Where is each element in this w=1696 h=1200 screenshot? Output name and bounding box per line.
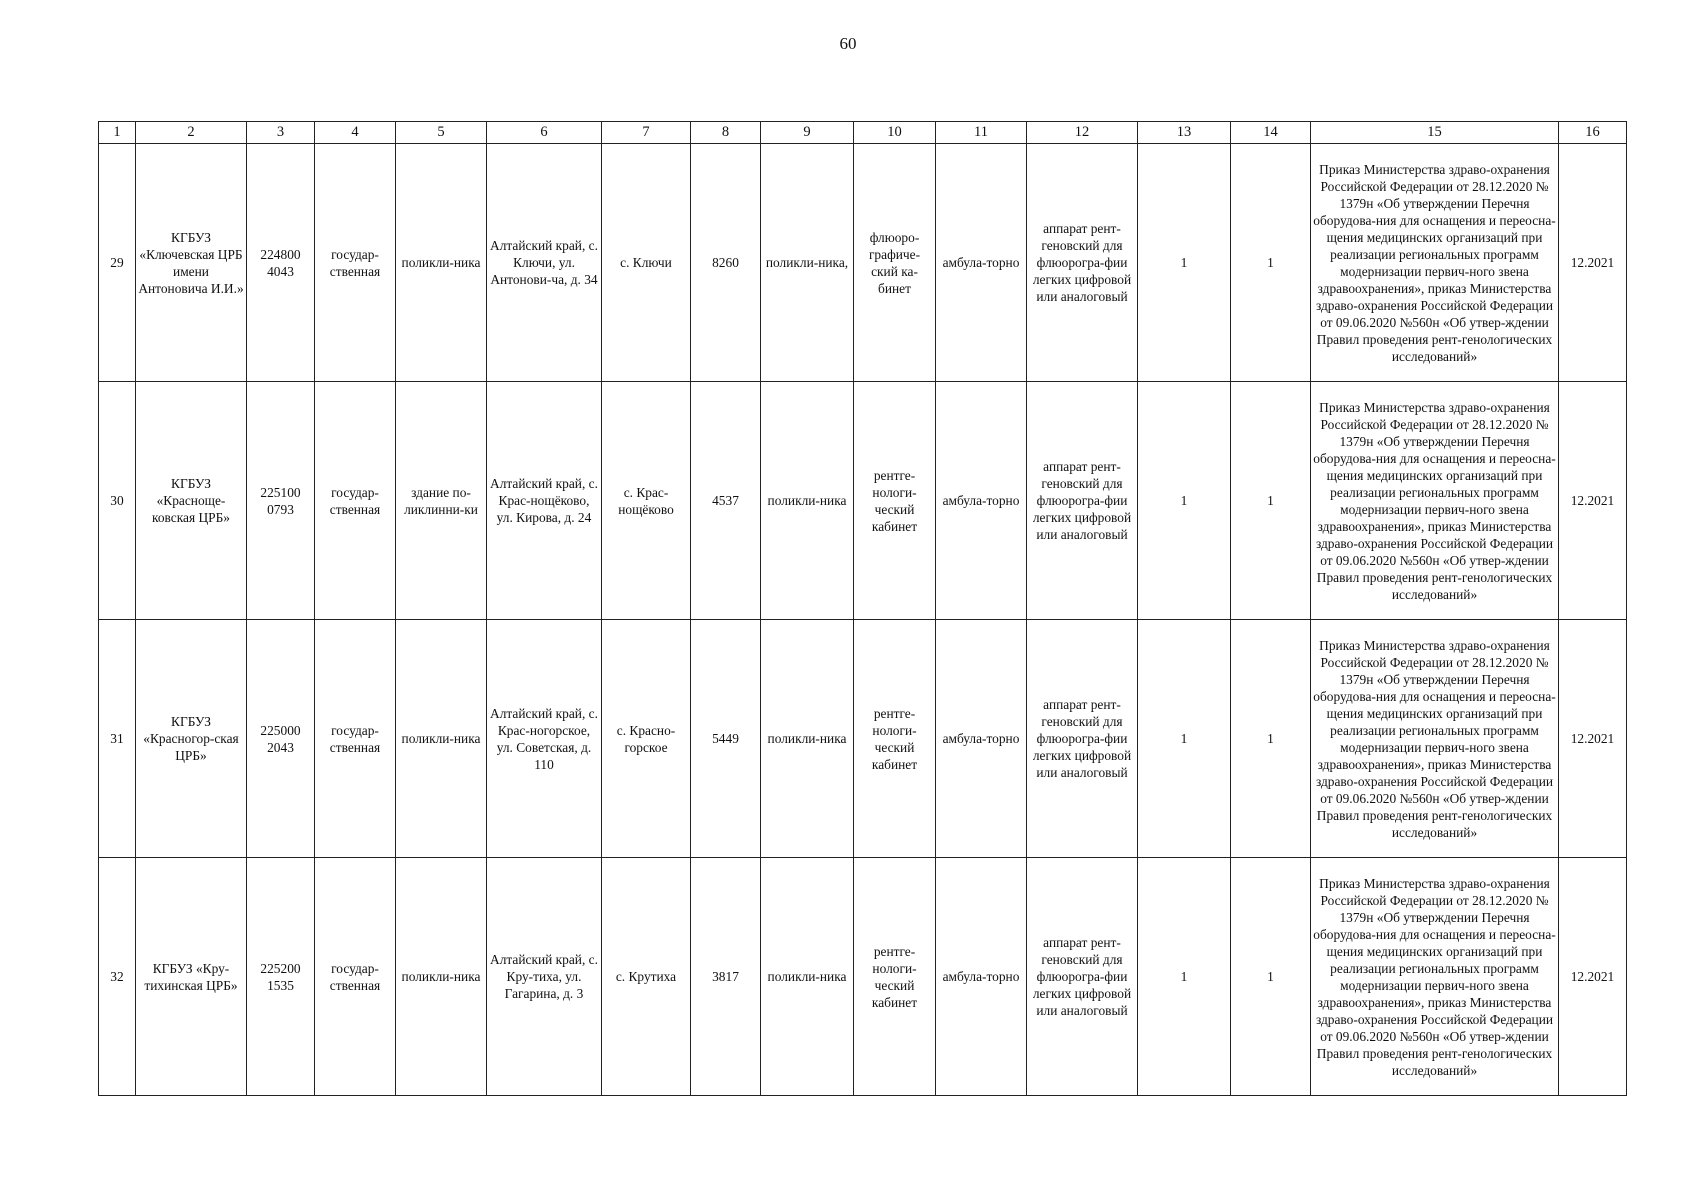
- column-header: 6: [487, 122, 602, 144]
- locality: с. Красно-горское: [602, 620, 691, 858]
- population: 3817: [691, 858, 761, 1096]
- locality: с. Крас-нощёково: [602, 382, 691, 620]
- organization-name: КГБУЗ «Красногор-ская ЦРБ»: [136, 620, 247, 858]
- quantity-b: 1: [1231, 382, 1311, 620]
- room-type: рентге-нологи-ческий кабинет: [854, 620, 936, 858]
- equipment-name: аппарат рент-геновский для флюорогра-фии легких цифровой или аналоговый: [1027, 620, 1138, 858]
- care-mode: амбула-торно: [936, 620, 1027, 858]
- room-type: флюоро-графиче-ский ка-бинет: [854, 144, 936, 382]
- table-row: [99, 858, 1627, 1096]
- deadline-date: 12.2021: [1559, 620, 1627, 858]
- row-number: 29: [99, 144, 136, 382]
- equipment-table: [98, 121, 1627, 1096]
- subdivision: поликли-ника: [761, 858, 854, 1096]
- column-header: 13: [1138, 122, 1231, 144]
- quantity-a: 1: [1138, 620, 1231, 858]
- quantity-b: 1: [1231, 858, 1311, 1096]
- equipment-name: аппарат рент-геновский для флюорогра-фии легких цифровой или аналоговый: [1027, 858, 1138, 1096]
- organization-name: КГБУЗ «Красноще-ковская ЦРБ»: [136, 382, 247, 620]
- building-type: поликли-ника: [396, 620, 487, 858]
- column-header: 7: [602, 122, 691, 144]
- table-row: [99, 382, 1627, 620]
- column-header: 3: [247, 122, 315, 144]
- building-type: поликли-ника: [396, 858, 487, 1096]
- room-type: рентге-нологи-ческий кабинет: [854, 858, 936, 1096]
- column-header: 4: [315, 122, 396, 144]
- care-mode: амбула-торно: [936, 858, 1027, 1096]
- legal-basis: Приказ Министерства здраво-охранения Российской Федерации от 28.12.2020 № 1379н «Об утверждении Перечня оборудова-ния для оснащения и переосна-щения медицинских организаций при реализации региональных программ модернизации первич-ного звена здравоохранения», приказ Министерства здраво-охранения Российской Федерации от 09.06.2020 №560н «Об утвер-ждении Правил проведения рент-генологических исследований»: [1311, 620, 1559, 858]
- organization-name: КГБУЗ «Ключевская ЦРБ имени Антоновича И.И.»: [136, 144, 247, 382]
- subdivision: поликли-ника: [761, 382, 854, 620]
- column-header: 5: [396, 122, 487, 144]
- subdivision: поликли-ника,: [761, 144, 854, 382]
- column-header: 15: [1311, 122, 1559, 144]
- row-number: 30: [99, 382, 136, 620]
- deadline-date: 12.2021: [1559, 382, 1627, 620]
- population: 5449: [691, 620, 761, 858]
- ownership-form: государ-ственная: [315, 620, 396, 858]
- organization-code: 225000 2043: [247, 620, 315, 858]
- table-row: [99, 144, 1627, 382]
- equipment-name: аппарат рент-геновский для флюорогра-фии легких цифровой или аналоговый: [1027, 144, 1138, 382]
- organization-code: 225200 1535: [247, 858, 315, 1096]
- deadline-date: 12.2021: [1559, 144, 1627, 382]
- ownership-form: государ-ственная: [315, 382, 396, 620]
- quantity-b: 1: [1231, 144, 1311, 382]
- quantity-b: 1: [1231, 620, 1311, 858]
- population: 4537: [691, 382, 761, 620]
- care-mode: амбула-торно: [936, 382, 1027, 620]
- equipment-name: аппарат рент-геновский для флюорогра-фии легких цифровой или аналоговый: [1027, 382, 1138, 620]
- organization-name: КГБУЗ «Кру-тихинская ЦРБ»: [136, 858, 247, 1096]
- column-header: 1: [99, 122, 136, 144]
- address: Алтайский край, с. Кру-тиха, ул. Гагарина, д. 3: [487, 858, 602, 1096]
- quantity-a: 1: [1138, 382, 1231, 620]
- column-header: 12: [1027, 122, 1138, 144]
- address: Алтайский край, с. Крас-нощёково, ул. Кирова, д. 24: [487, 382, 602, 620]
- legal-basis: Приказ Министерства здраво-охранения Российской Федерации от 28.12.2020 № 1379н «Об утверждении Перечня оборудова-ния для оснащения и переосна-щения медицинских организаций при реализации региональных программ модернизации первич-ного звена здравоохранения», приказ Министерства здраво-охранения Российской Федерации от 09.06.2020 №560н «Об утвер-ждении Правил проведения рент-генологических исследований»: [1311, 382, 1559, 620]
- room-type: рентге-нологи-ческий кабинет: [854, 382, 936, 620]
- column-header: 2: [136, 122, 247, 144]
- quantity-a: 1: [1138, 858, 1231, 1096]
- ownership-form: государ-ственная: [315, 858, 396, 1096]
- building-type: здание по-ликлинни-ки: [396, 382, 487, 620]
- legal-basis: Приказ Министерства здраво-охранения Российской Федерации от 28.12.2020 № 1379н «Об утверждении Перечня оборудова-ния для оснащения и переосна-щения медицинских организаций при реализации региональных программ модернизации первич-ного звена здравоохранения», приказ Министерства здраво-охранения Российской Федерации от 09.06.2020 №560н «Об утвер-ждении Правил проведения рент-генологических исследований»: [1311, 144, 1559, 382]
- subdivision: поликли-ника: [761, 620, 854, 858]
- column-header: 8: [691, 122, 761, 144]
- address: Алтайский край, с. Ключи, ул. Антонови-ча, д. 34: [487, 144, 602, 382]
- organization-code: 224800 4043: [247, 144, 315, 382]
- row-number: 32: [99, 858, 136, 1096]
- ownership-form: государ-ственная: [315, 144, 396, 382]
- deadline-date: 12.2021: [1559, 858, 1627, 1096]
- page-number: 60: [839, 34, 857, 53]
- care-mode: амбула-торно: [936, 144, 1027, 382]
- column-number-row: [99, 122, 1627, 144]
- row-number: 31: [99, 620, 136, 858]
- locality: с. Крутиха: [602, 858, 691, 1096]
- legal-basis: Приказ Министерства здраво-охранения Российской Федерации от 28.12.2020 № 1379н «Об утверждении Перечня оборудова-ния для оснащения и переосна-щения медицинских организаций при реализации региональных программ модернизации первич-ного звена здравоохранения», приказ Министерства здраво-охранения Российской Федерации от 09.06.2020 №560н «Об утвер-ждении Правил проведения рент-генологических исследований»: [1311, 858, 1559, 1096]
- table-row: [99, 620, 1627, 858]
- column-header: 16: [1559, 122, 1627, 144]
- column-header: 11: [936, 122, 1027, 144]
- locality: с. Ключи: [602, 144, 691, 382]
- quantity-a: 1: [1138, 144, 1231, 382]
- building-type: поликли-ника: [396, 144, 487, 382]
- address: Алтайский край, с. Крас-ногорское, ул. Советская, д. 110: [487, 620, 602, 858]
- organization-code: 225100 0793: [247, 382, 315, 620]
- column-header: 9: [761, 122, 854, 144]
- population: 8260: [691, 144, 761, 382]
- column-header: 10: [854, 122, 936, 144]
- column-header: 14: [1231, 122, 1311, 144]
